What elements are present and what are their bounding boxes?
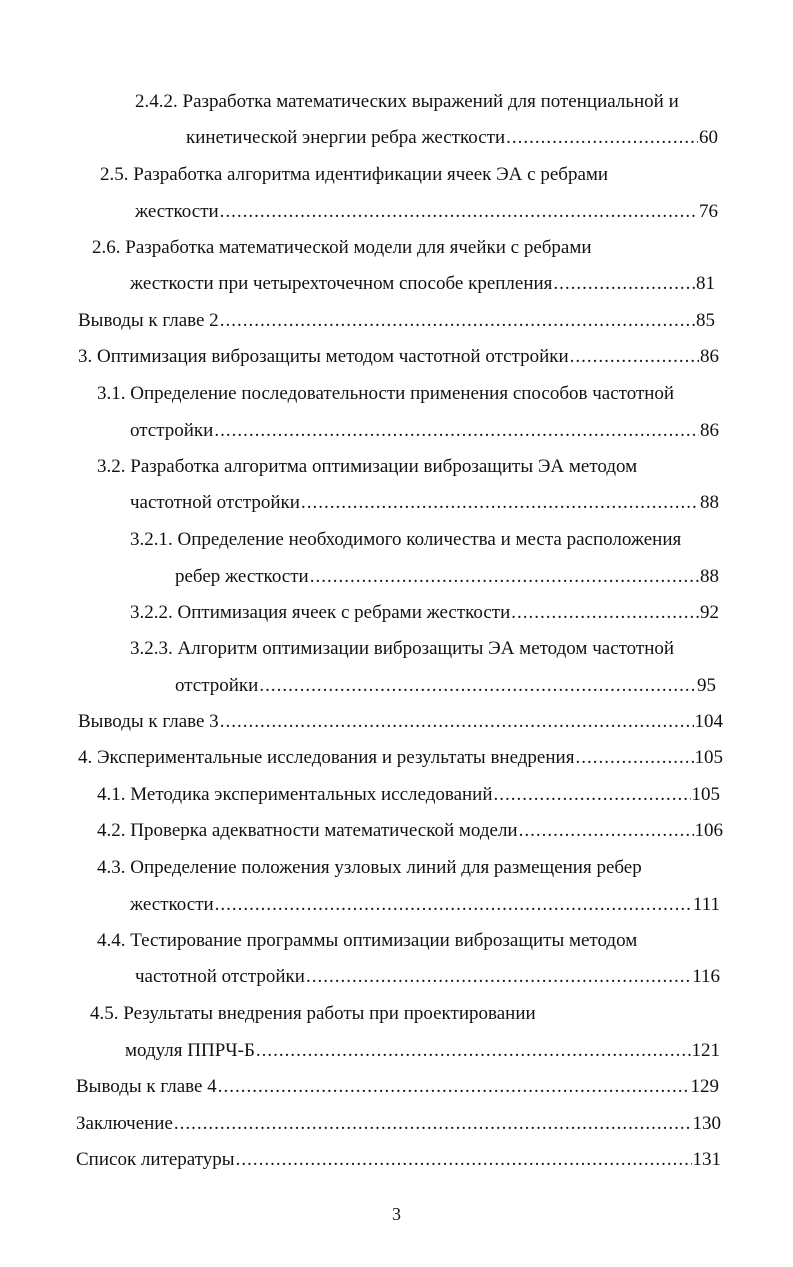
toc-dot-leader (301, 491, 699, 515)
toc-entry-text (97, 455, 637, 479)
toc-entry-line (135, 200, 718, 224)
toc-entry-label: 3.2. Разработка алгоритма оптимизации виброзащиты ЭА методом (97, 456, 638, 477)
toc-dot-leader (214, 419, 699, 443)
toc-entry-label: модуля ППРЧ-Б (125, 1040, 255, 1061)
toc-dot-leader (310, 565, 699, 589)
toc-entry-line (130, 272, 715, 296)
toc-entry-line (130, 893, 720, 917)
toc-dot-leader (174, 1112, 692, 1136)
toc-entry-line (186, 126, 718, 150)
toc-entry-label: кинетической энергии ребра жесткости (186, 127, 506, 148)
toc-page-number: 92 (700, 602, 719, 623)
toc-entry-line (97, 783, 720, 807)
toc-page-number: 81 (696, 273, 715, 294)
toc-entry-label: 3.2.2. Оптимизация ячеек с ребрами жесткости (130, 602, 511, 623)
toc-page-number: 86 (700, 346, 719, 367)
toc-entry-label: отстройки (175, 675, 259, 696)
toc-dot-leader (256, 1039, 691, 1063)
toc-page-number: 76 (699, 201, 718, 222)
toc-page-number: 129 (690, 1076, 719, 1097)
toc-entry-text (97, 929, 637, 953)
toc-entry-label: 3.2.3. Алгоритм оптимизации виброзащиты ЭА методом частотной (130, 638, 675, 659)
toc-entry-text (97, 382, 674, 406)
toc-entry-line (125, 1039, 720, 1063)
toc-entry-label: 2.6. Разработка математической модели для ячейки с ребрами (92, 237, 592, 258)
toc-entry-line (135, 965, 720, 989)
toc-entry-line (97, 819, 723, 843)
toc-page-number: 88 (700, 566, 719, 587)
toc-entry-text (90, 1002, 536, 1026)
toc-page-number: 121 (691, 1040, 720, 1061)
toc-entry-label: 4.2. Проверка адекватности математической модели (97, 820, 518, 841)
toc-entry-line (175, 674, 716, 698)
toc-entry-line (78, 710, 723, 734)
toc-page-number: 104 (694, 711, 723, 732)
toc-page-number: 86 (700, 420, 719, 441)
toc-page-number: 116 (692, 966, 720, 987)
toc-entry-line (76, 1112, 721, 1136)
toc-entry-text (100, 163, 608, 187)
toc-dot-leader (218, 1075, 690, 1099)
toc-dot-leader (306, 965, 691, 989)
toc-dot-leader (220, 710, 694, 734)
toc-entry-line (78, 345, 719, 369)
toc-entry-text (135, 90, 679, 114)
toc-entry-label: 4.1. Методика экспериментальных исследований (97, 784, 493, 805)
toc-entry-text (130, 528, 681, 552)
toc-page-number: 131 (692, 1149, 721, 1170)
toc-page-number: 105 (694, 747, 723, 768)
toc-entry-text (130, 637, 674, 661)
toc-entry-line (130, 419, 719, 443)
toc-page-number: 105 (691, 784, 720, 805)
toc-entry-label: 3.2.1. Определение необходимого количества и места расположения (130, 529, 682, 550)
toc-entry-line (78, 746, 723, 770)
toc-page-number: 85 (696, 310, 715, 331)
toc-page-number: 130 (692, 1113, 721, 1134)
toc-dot-leader (215, 893, 692, 917)
toc-entry-label: 3.1. Определение последовательности применения способов частотной (97, 383, 675, 404)
toc-entry-label: Выводы к главе 3 (78, 711, 219, 732)
toc-entry-label: ребер жесткости (175, 566, 309, 587)
toc-dot-leader (511, 601, 699, 625)
toc-dot-leader (506, 126, 698, 150)
toc-entry-label: Выводы к главе 4 (76, 1076, 217, 1097)
toc-entry-label: 4.3. Определение положения узловых линий для размещения ребер (97, 857, 642, 878)
toc-entry-label: частотной отстройки (130, 492, 300, 513)
toc-entry-line (175, 565, 719, 589)
toc-entry-label: отстройки (130, 420, 214, 441)
toc-entry-line (130, 491, 719, 515)
toc-dot-leader (220, 309, 695, 333)
toc-entry-label: 4. Экспериментальные исследования и результаты внедрения (78, 747, 575, 768)
toc-dot-leader (220, 200, 698, 224)
toc-entry-label: частотной отстройки (135, 966, 305, 987)
toc-page-number: 88 (700, 492, 719, 513)
toc-entry-label: 2.4.2. Разработка математических выражений для потенциальной и (135, 91, 679, 112)
toc-dot-leader (494, 783, 691, 807)
toc-page-number: 111 (692, 894, 720, 915)
toc-entry-line (76, 1148, 721, 1172)
toc-entry-label: Заключение (76, 1113, 173, 1134)
toc-entry-line (76, 1075, 719, 1099)
toc-entry-label: Выводы к главе 2 (78, 310, 219, 331)
toc-page-number: 95 (697, 675, 716, 696)
toc-entry-label: 2.5. Разработка алгоритма идентификации ячеек ЭА с ребрами (100, 164, 609, 185)
toc-entry-line (130, 601, 719, 625)
toc-dot-leader (570, 345, 699, 369)
toc-page-number: 60 (699, 127, 718, 148)
toc-entry-label: жесткости (130, 894, 214, 915)
toc-dot-leader (259, 674, 696, 698)
toc-entry-label: 4.5. Результаты внедрения работы при проектировании (90, 1003, 536, 1024)
page-footer-number: 3 (392, 1204, 401, 1224)
toc-entry-line (78, 309, 715, 333)
toc-entry-text (92, 236, 592, 260)
toc-page-number: 106 (694, 820, 723, 841)
toc-entry-label: 4.4. Тестирование программы оптимизации виброзащиты методом (97, 930, 638, 951)
toc-dot-leader (553, 272, 695, 296)
toc-entry-text (97, 856, 642, 880)
toc-entry-label: жесткости (135, 201, 219, 222)
toc-entry-label: 3. Оптимизация виброзащиты методом частотной отстройки (78, 346, 569, 367)
toc-dot-leader (575, 746, 693, 770)
toc-dot-leader (519, 819, 694, 843)
toc-entry-label: жесткости при четырехточечном способе крепления (130, 273, 553, 294)
toc-dot-leader (236, 1148, 692, 1172)
toc-entry-label: Список литературы (76, 1149, 235, 1170)
